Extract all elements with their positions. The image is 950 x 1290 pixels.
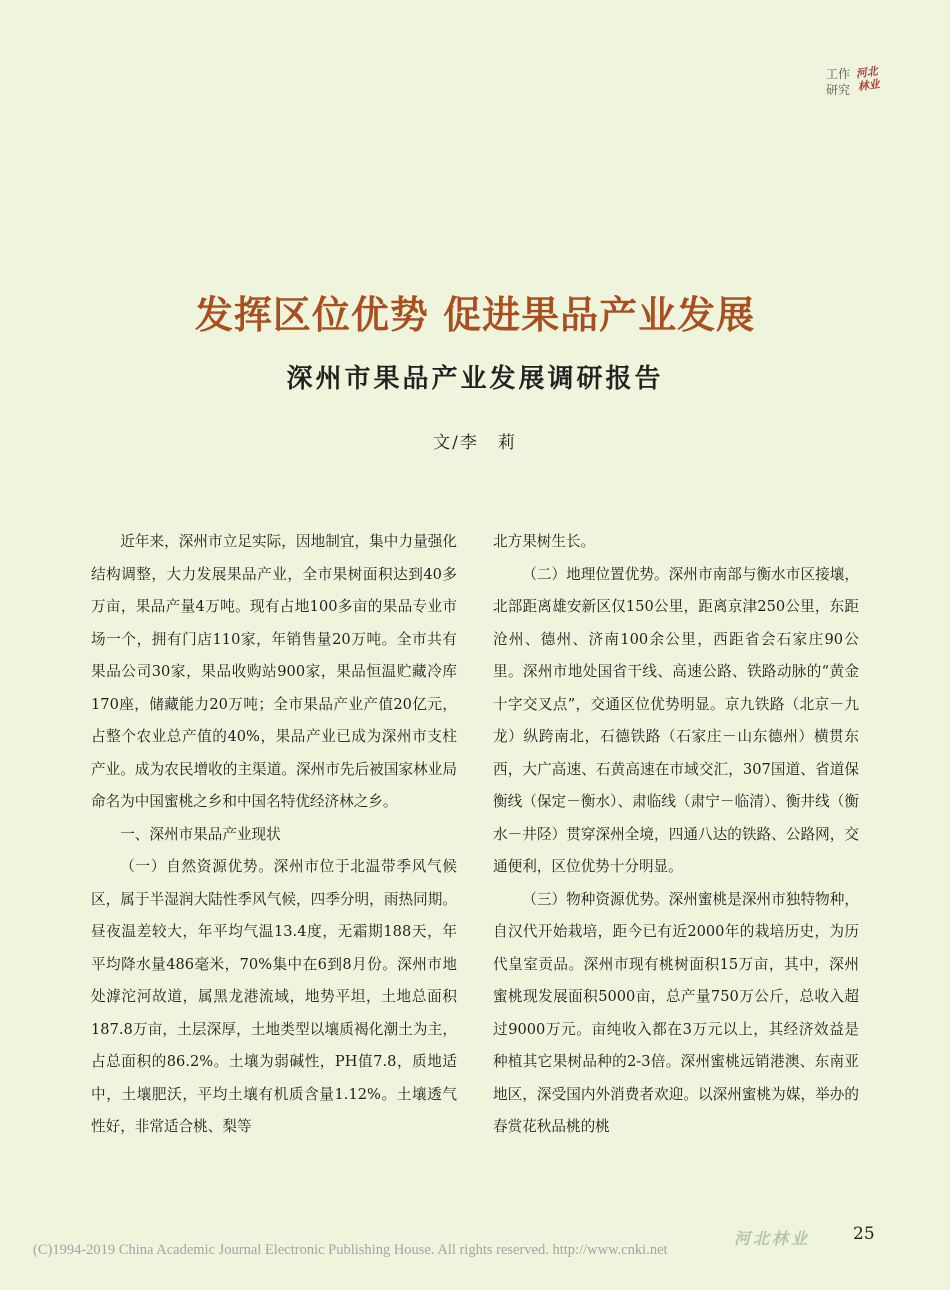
paragraph-natural-resources: （一）自然资源优势。深州市位于北温带季风气候区，属于半湿润大陆性季风气候，四季分明，雨热同期。昼夜温差较大，年平均气温13.4度，无霜期188天，年平均降水量486毫米，70%集中在6到8月份。深州市地处滹沱河故道，属黑龙港流域，地势平坦，土地总面积187.8万亩，土层深厚，土地类型以壤质褐化潮土为主，占总面积的86.2%。土壤为弱碱性，PH值7.8，质地适中，土壤肥沃，平均土壤有机质含量1.12%。土壤透气性好，非常适合桃、梨等 (91, 858, 457, 1135)
article-title: 发挥区位优势 促进果品产业发展 (194, 293, 756, 337)
journal-logo: 河北林业 (855, 64, 881, 94)
section-tag (826, 66, 850, 98)
left-column (91, 526, 457, 1144)
paragraph-intro: 近年来，深州市立足实际，因地制宜，集中力量强化结构调整，大力发展果品产业，全市果树面积达到40多万亩，果品产量4万吨。现有占地100多亩的果品专业市场一个，拥有门店110家，年销售量20万吨。全市共有果品公司30家，果品收购站900家，果品恒温贮藏冷库170座，储藏能力20万吨；全市果品产业产值20亿元，占整个农业总产值的40%，果品产业已成为深州市支柱产业。成为农民增收的主渠道。深州市先后被国家林业局命名为中国蜜桃之乡和中国名特优经济林之乡。 (91, 533, 457, 810)
paragraph-species: （三）物种资源优势。深州蜜桃是深州市独特物种，自汉代开始栽培，距今已有近2000年的栽培历史，为历代皇室贡品。深州市现有桃树面积15万亩，其中，深州蜜桃现发展面积5000亩，总产量750万公斤，总收入超过9000万元。亩纯收入都在3万元以上，其经济效益是种植其它果树品种的2-3倍。深州蜜桃远销港澳、东南亚地区，深受国内外消费者欢迎。以深州蜜桃为媒，举办的春赏花秋品桃的桃 (493, 890, 859, 1135)
byline: 文/李 莉 (433, 433, 517, 453)
copyright-notice: (C)1994-2019 China Academic Journal Electronic Publishing House. All rights reserved. http://www.cnki.net (33, 1242, 668, 1258)
paragraph-geography: （二）地理位置优势。深州市南部与衡水市区接壤，北部距离雄安新区仅150公里，距离京津250公里，东距沧州、德州、济南100余公里，西距省会石家庄90公里。深州市地处国省干线、高速公路、铁路动脉的“黄金十字交叉点”，交通区位优势明显。京九铁路（北京－九龙）纵跨南北，石德铁路（石家庄－山东德州）横贯东西，大广高速、石黄高速在市域交汇，307国道、省道保衡线（保定－衡水）、肃临线（肃宁－临清）、衡井线（衡水－井陉）贯穿深州全境，四通八达的铁路、公路网，交通便利，区位优势十分明显。 (493, 565, 859, 875)
article-subtitle: 深州市果品产业发展调研报告 (286, 364, 664, 394)
right-column (493, 526, 859, 1144)
section-tag-line1: 工作 (825, 67, 850, 81)
section-heading: 一、深州市果品产业现状 (120, 825, 281, 843)
page-number: 25 (853, 1224, 875, 1244)
section-tag-line2: 研究 (825, 83, 850, 97)
footer-magazine-name: 河北林业 (734, 1229, 811, 1248)
paragraph-continued: 北方果树生长。 (493, 533, 596, 550)
